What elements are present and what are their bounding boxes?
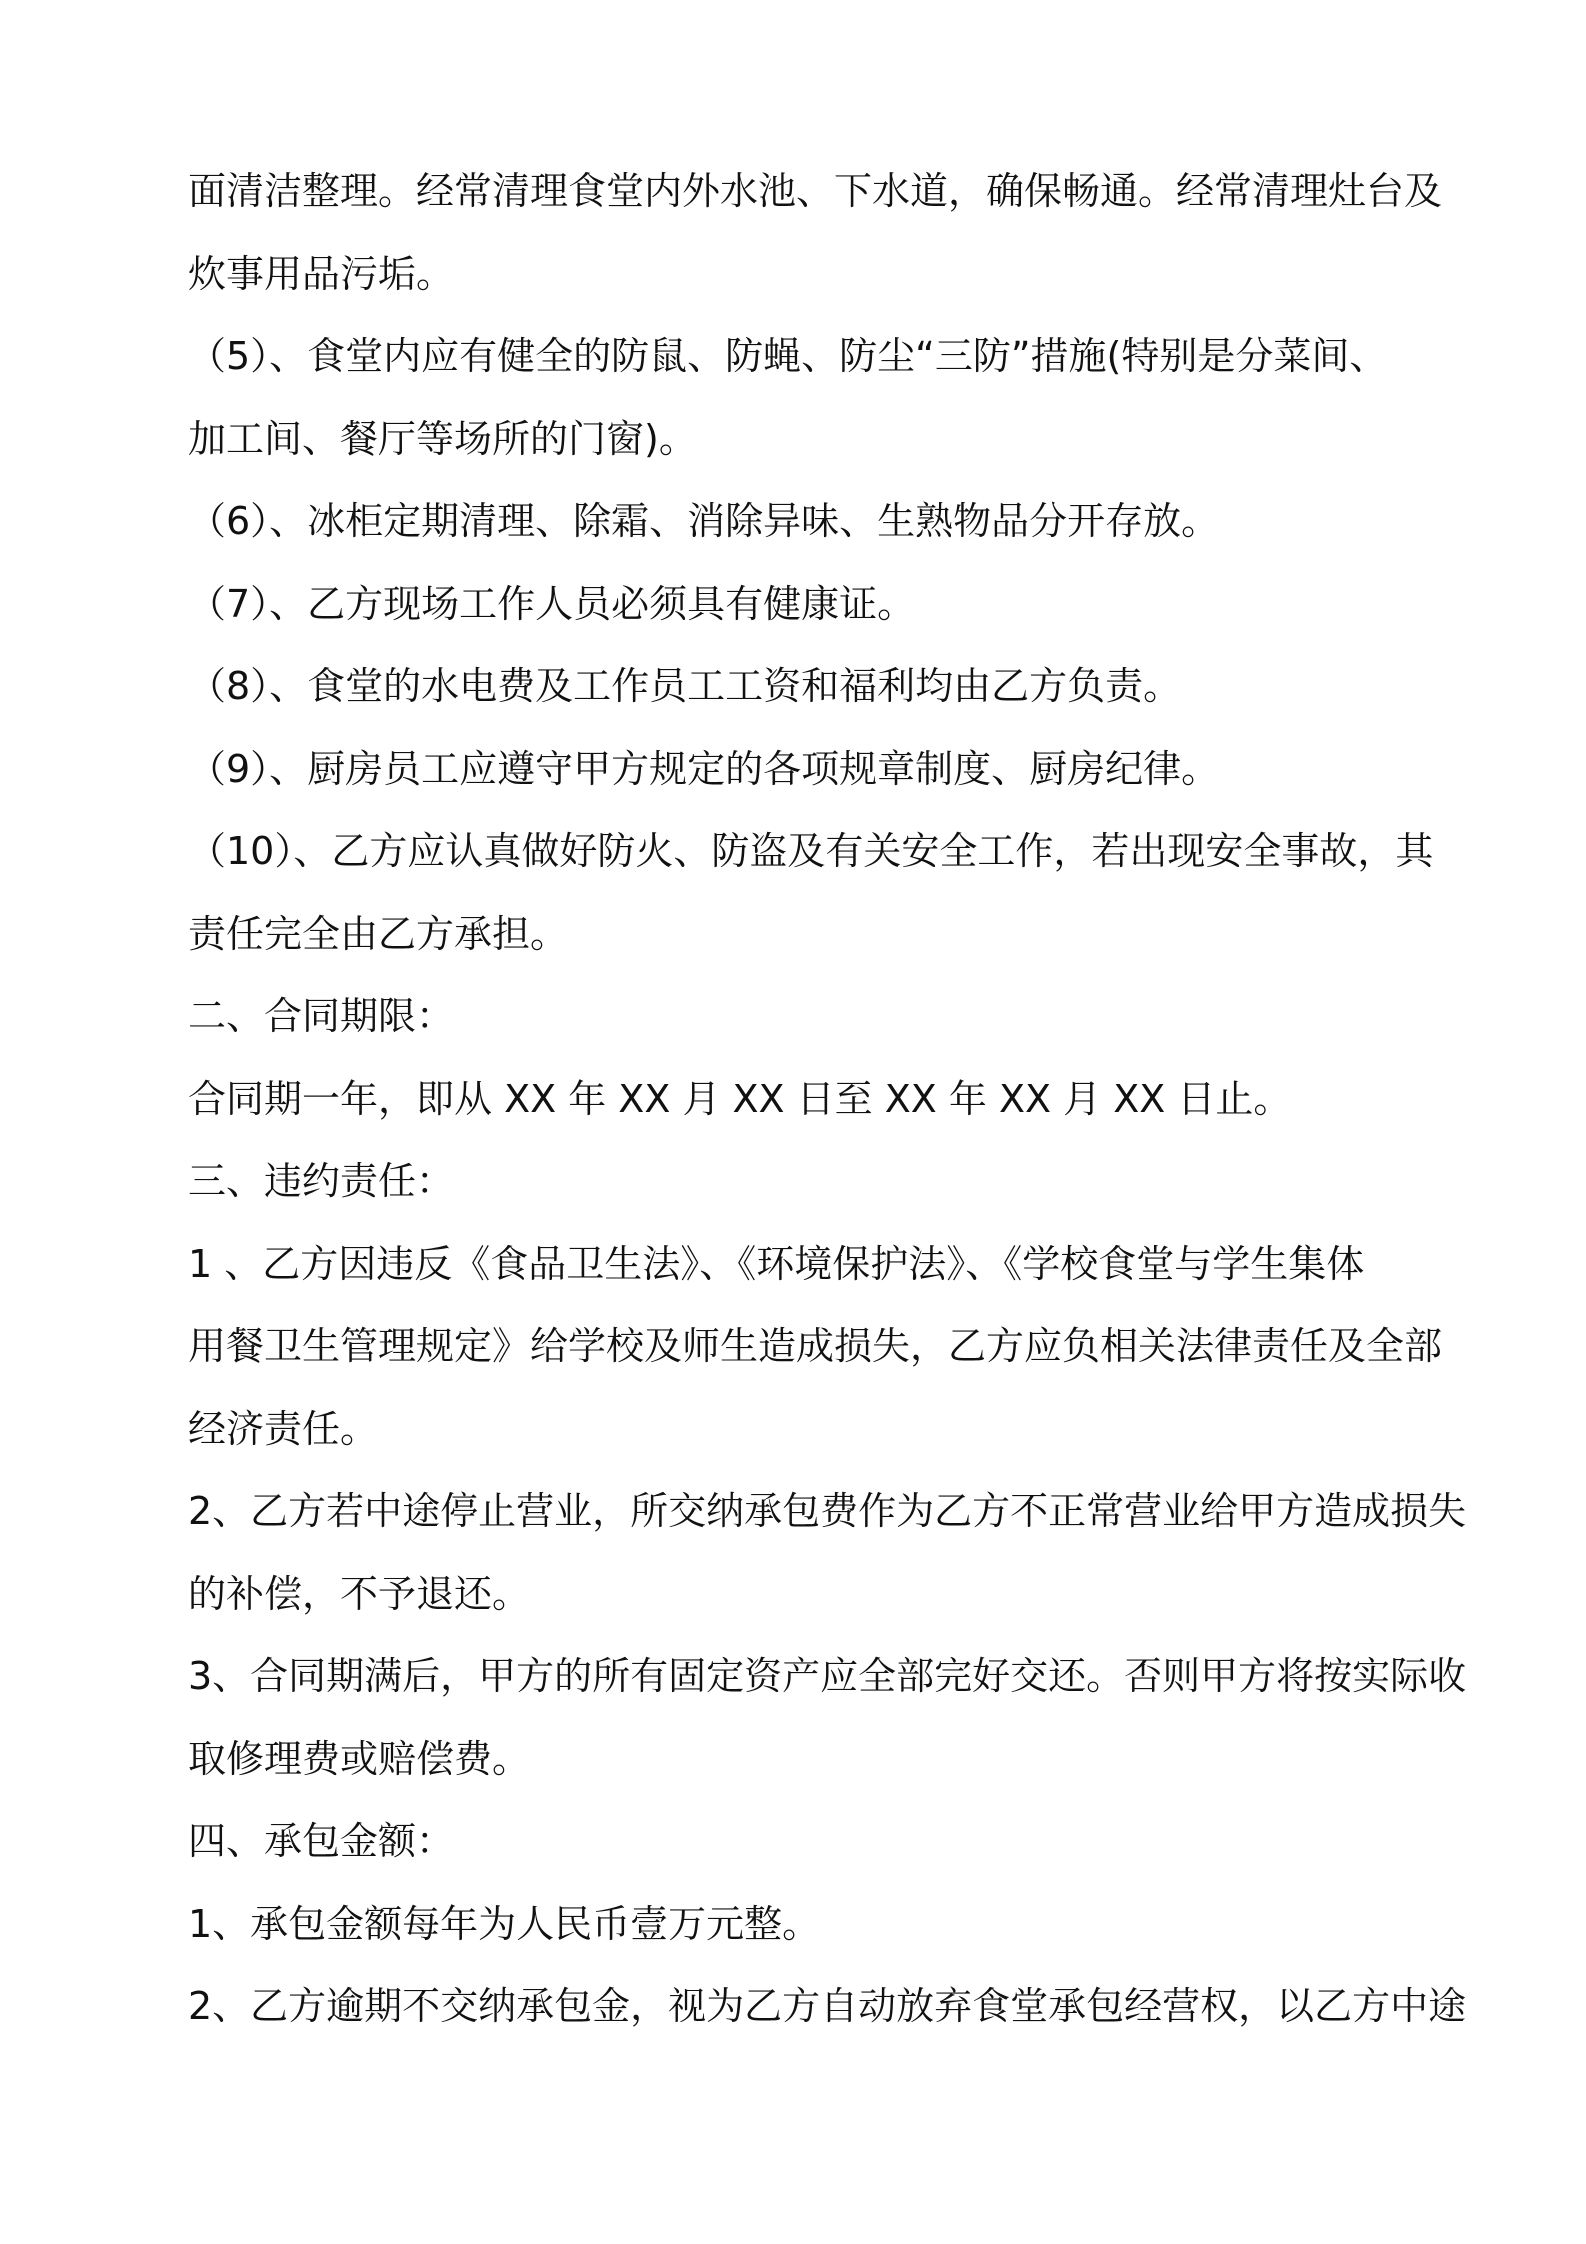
text-line: 用餐卫生管理规定》给学校及师生造成损失，乙方应负相关法律责任及全部 — [188, 1324, 1443, 1368]
liability-1-line: 1 、乙方因违反《食品卫生法》、《环境保护法》、《学校食堂与学生集体 — [188, 1241, 1365, 1286]
section-heading-contract-amount: 四、承包金额： — [188, 1819, 455, 1863]
text-line: 面清洁整理。经常清理食堂内外水池、下水道，确保畅通。经常清理灶台及 — [188, 169, 1443, 213]
liability-3-line: 3、合同期满后，甲方的所有固定资产应全部完好交还。否则甲方将按实际收 — [188, 1654, 1467, 1698]
text-line: 责任完全由乙方承担。 — [188, 911, 569, 956]
text-line: 的补偿，不予退还。 — [188, 1571, 531, 1616]
amount-1-line: 1、承包金额每年为人民币壹万元整。 — [188, 1901, 821, 1946]
contract-term-line: 合同期一年，即从 XX 年 XX 月 XX 日至 XX 年 XX 月 XX 日止。 — [188, 1076, 1292, 1121]
text-line: 炊事用品污垢。 — [188, 251, 455, 296]
section-heading-liability: 三、违约责任： — [188, 1159, 455, 1203]
section-heading-contract-term: 二、合同期限： — [188, 994, 455, 1038]
clause-9-line: （9）、厨房员工应遵守甲方规定的各项规章制度、厨房纪律。 — [188, 746, 1220, 791]
text-line: 加工间、餐厅等场所的门窗)。 — [188, 416, 697, 461]
document-body — [188, 150, 1467, 2048]
liability-2-line: 2、乙方若中途停止营业，所交纳承包费作为乙方不正常营业给甲方造成损失 — [188, 1489, 1467, 1533]
clause-6-line: （6）、冰柜定期清理、除霜、消除异味、生熟物品分开存放。 — [188, 499, 1220, 543]
clause-7-line: （7）、乙方现场工作人员必须具有健康证。 — [188, 581, 916, 626]
clause-10-line: （10）、乙方应认真做好防火、防盗及有关安全工作，若出现安全事故，其 — [188, 829, 1434, 873]
clause-5-line: （5）、食堂内应有健全的防鼠、防蝇、防尘“三防”措施(特别是分菜间、 — [188, 334, 1388, 378]
amount-2-line: 2、乙方逾期不交纳承包金，视为乙方自动放弃食堂承包经营权，以乙方中途 — [188, 1984, 1467, 2028]
text-line: 经济责任。 — [188, 1406, 379, 1451]
clause-8-line: （8）、食堂的水电费及工作员工工资和福利均由乙方负责。 — [188, 664, 1182, 708]
text-line: 取修理费或赔偿费。 — [188, 1736, 531, 1781]
